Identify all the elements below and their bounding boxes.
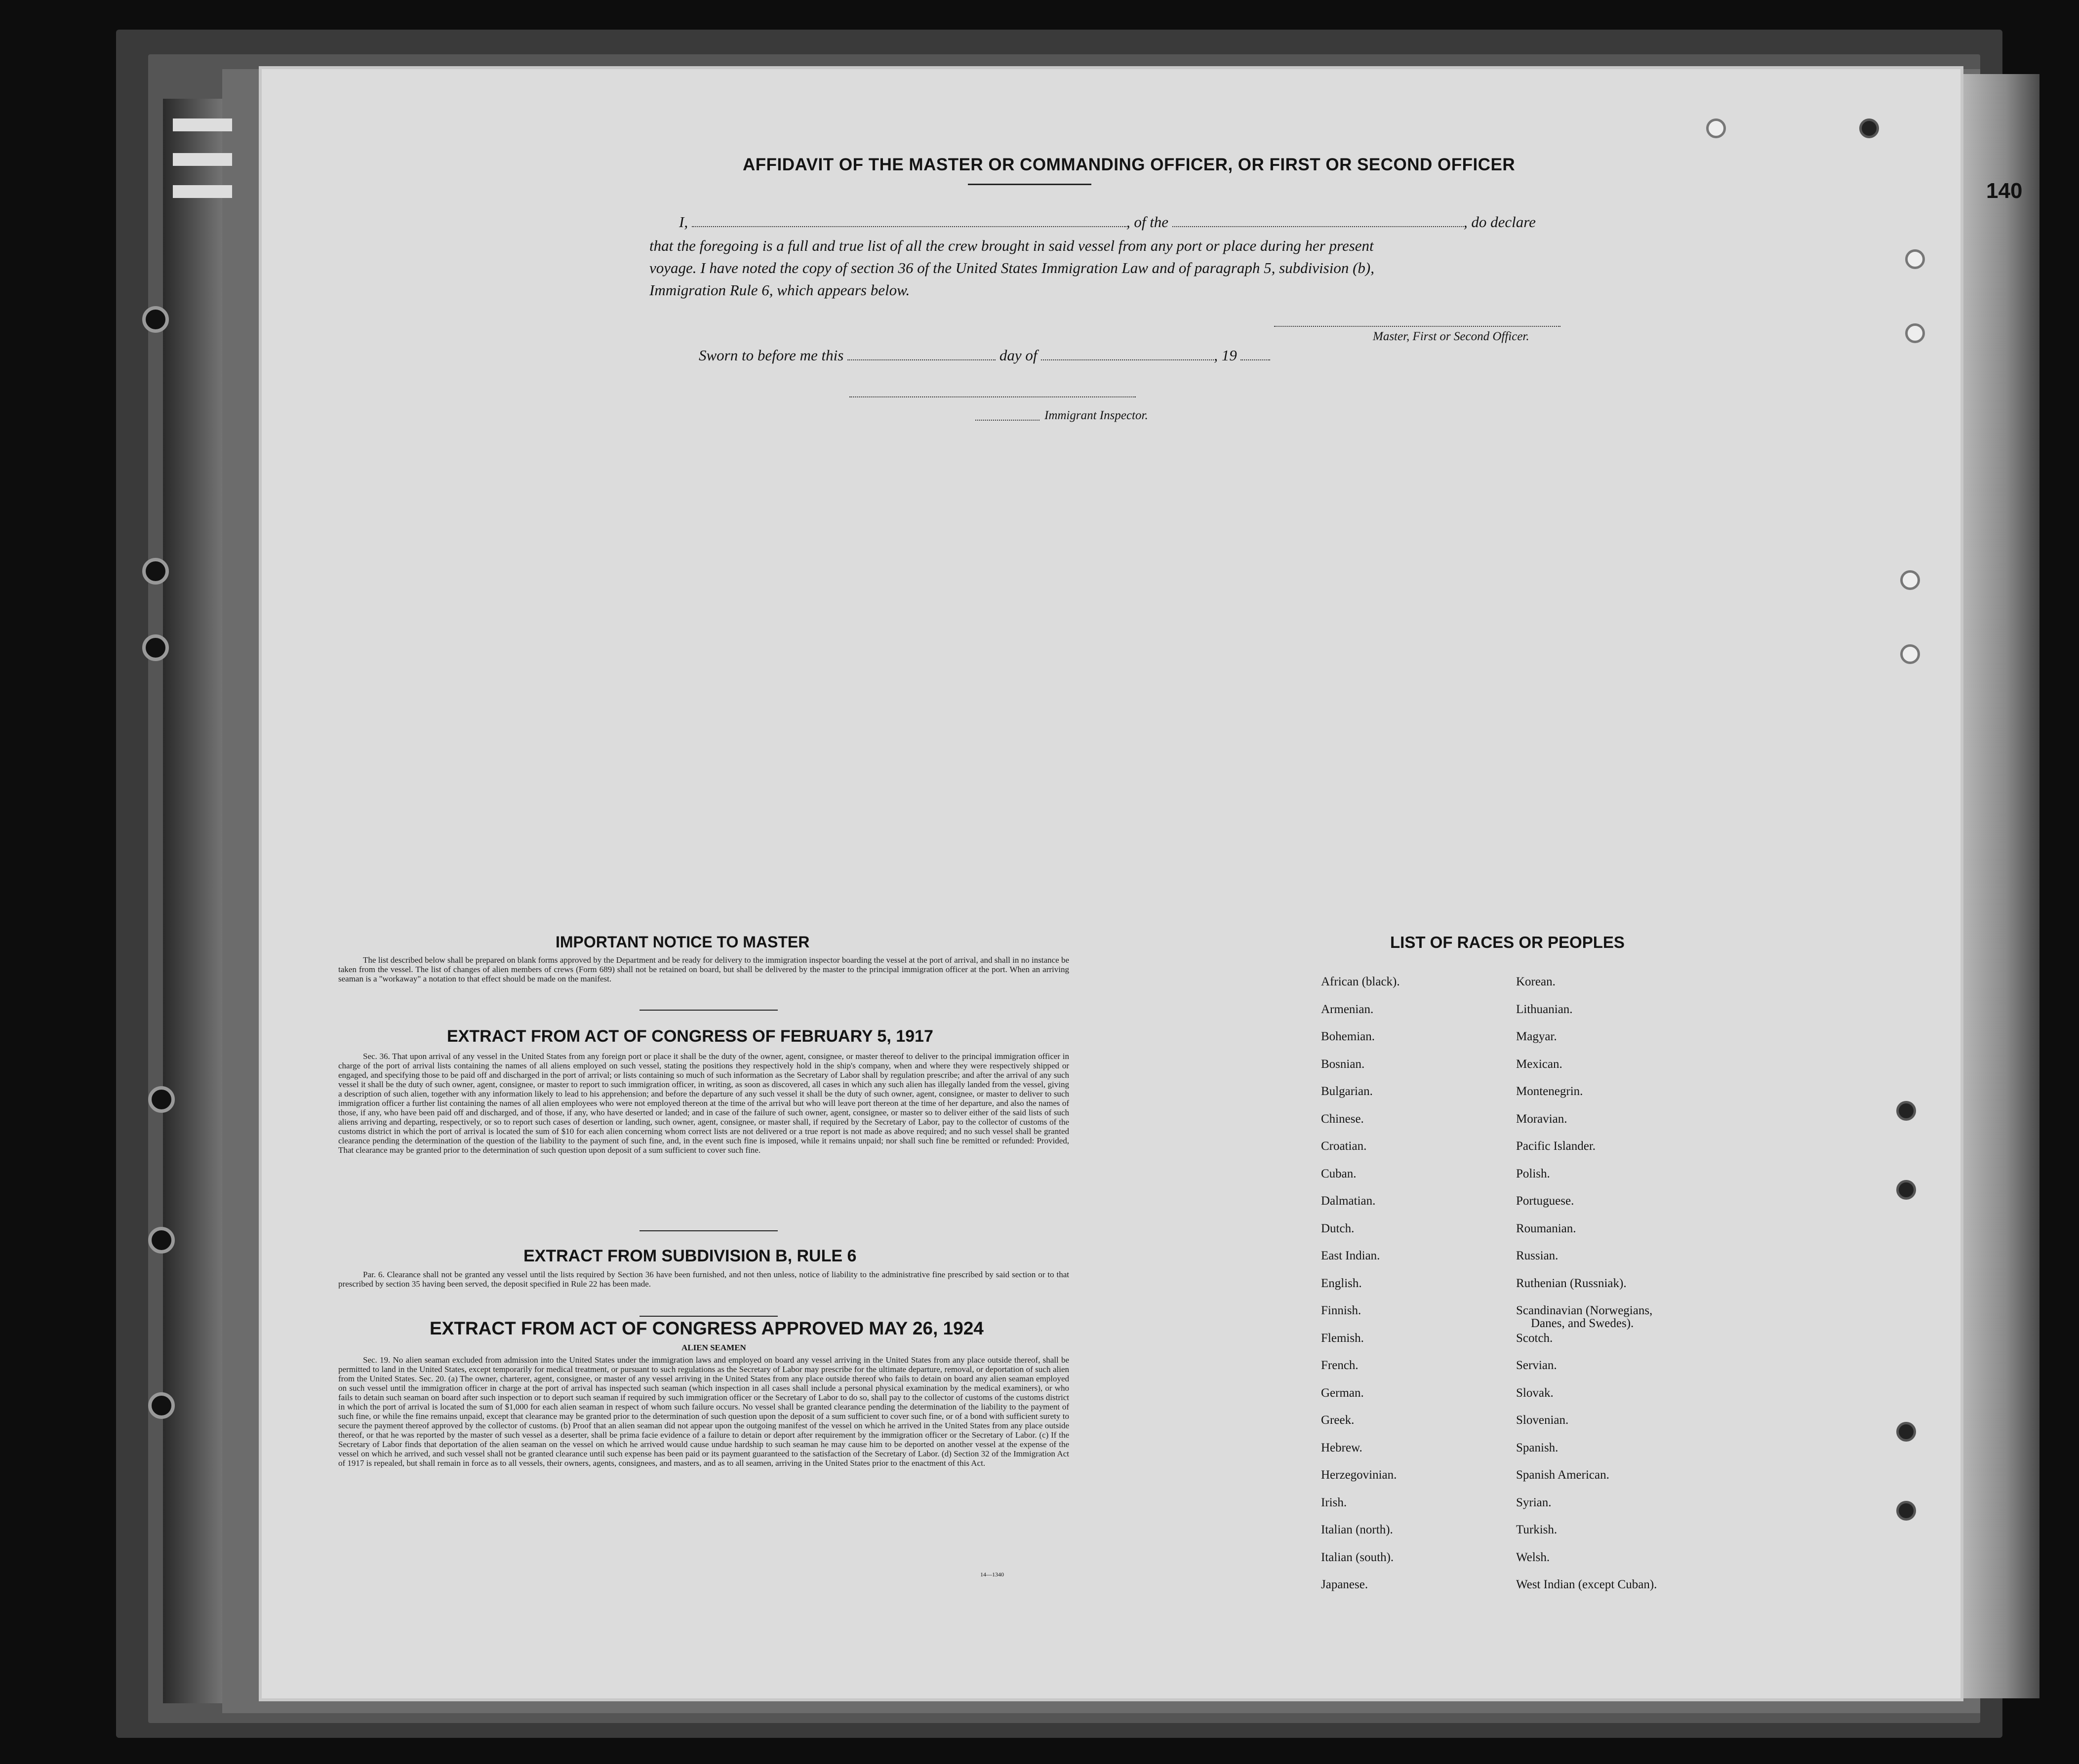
punch-hole-icon	[1900, 644, 1920, 664]
race-item: Dutch.	[1321, 1221, 1355, 1235]
extract-1924-title: EXTRACT FROM ACT OF CONGRESS APPROVED MAY 26, 1924	[430, 1318, 984, 1338]
side-label-strip	[173, 118, 232, 131]
declaration-line-2: that the foregoing is a full and true list of all the crew brought in said vessel from any port or place during her present	[649, 237, 1374, 254]
race-item: Servian.	[1516, 1359, 1557, 1372]
extract-1924-subtitle: ALIEN SEAMEN	[681, 1343, 746, 1352]
sworn-day-of: day of	[999, 347, 1038, 364]
race-item: Lithuanian.	[1516, 1002, 1573, 1016]
sworn-year-prefix: , 19	[1214, 347, 1237, 364]
declaration-do-declare: , do declare	[1463, 213, 1536, 231]
race-item: Portuguese.	[1516, 1194, 1574, 1208]
race-item: Spanish.	[1516, 1441, 1559, 1454]
race-item: Finnish.	[1321, 1304, 1361, 1317]
race-item: Bosnian.	[1321, 1057, 1365, 1071]
declaration-of-the: , of the	[1126, 213, 1169, 231]
sworn-day-field[interactable]	[847, 359, 996, 360]
master-signature-line[interactable]	[1274, 326, 1560, 327]
race-item: English.	[1321, 1276, 1362, 1290]
extract-rule6-body: Par. 6. Clearance shall not be granted any vessel until the lists required by Section 36 have been furnished, and not then unless, notice of liability to the administrative fine prescribed by said section or to that prescribed by section 35 having been served, the deposit specified in Rule 22 has been made.	[338, 1270, 1069, 1289]
punch-hole-icon	[1896, 1101, 1916, 1121]
race-item: Italian (south).	[1321, 1550, 1394, 1564]
race-item: Bulgarian.	[1321, 1085, 1373, 1098]
manifest-page	[262, 69, 1960, 1698]
section-divider	[640, 1010, 778, 1011]
punch-hole-icon	[1900, 570, 1920, 590]
binder-hole-icon	[142, 558, 169, 585]
race-item: French.	[1321, 1359, 1359, 1372]
section-divider	[640, 1230, 778, 1231]
declaration-line-3: voyage. I have noted the copy of section 36 of the United States Immigration Law and of paragraph 5, subdivision (b),	[649, 259, 1374, 276]
race-item: Welsh.	[1516, 1550, 1550, 1564]
race-item: African (black).	[1321, 975, 1400, 988]
race-item: Ruthenian (Russniak).	[1516, 1276, 1627, 1290]
extract-rule6-title: EXTRACT FROM SUBDIVISION B, RULE 6	[523, 1247, 857, 1265]
declaration-line-1	[679, 213, 1536, 231]
race-item: Scotch.	[1516, 1331, 1553, 1345]
declaration-i: I,	[679, 213, 688, 231]
page-number: 140	[1986, 179, 2023, 203]
punch-hole-icon	[1896, 1501, 1916, 1521]
race-item: Hebrew.	[1321, 1441, 1362, 1454]
extract-1917-title: EXTRACT FROM ACT OF CONGRESS OF FEBRUARY 5, 1917	[447, 1027, 933, 1046]
race-item: Bohemian.	[1321, 1030, 1375, 1043]
extract-1924-body: Sec. 19. No alien seaman excluded from admission into the United States under the immigration laws and employed on board any vessel arriving in the United States from any place outside thereof, shall be permitted to land in the United States, except temporarily for medical treatment, or pursuant to such regulations as the Secretary of Labor may prescribe for the ultimate departure, removal, or deportation of such alien from the United States. Sec. 20. (a) The owner, charterer, agent, consignee, or master of any vessel arriving in the United States from any place outside thereof who fails to detain on board any alien seaman employed on such vessel until the immigration officer in charge at the port of arrival has inspected such seaman (which inspection in all cases shall include a personal physical examination by the medical examiners), or who fails to detain such seaman on board after such inspection or to deport such seaman if required by such immigration officer or the Secretary of Labor to do so, shall pay to the collector of customs of the customs district in which the port of arrival is located the sum of $1,000 for each alien seaman in respect of whom such failure occurs. No vessel shall be granted clearance pending the determination of the liability to the payment of such fine, or while the fine remains unpaid, except that clearance may be granted prior to the determination of such question upon the deposit of a sum sufficient to cover such fine, or of a bond with sufficient surety to secure the payment thereof approved by the collector of customs. (b) Proof that an alien seaman did not appear upon the outgoing manifest of the vessel on which he arrived in the United States from any place outside thereof, or that he was reported by the master of such vessel as a deserter, shall be prima facie evidence of a failure to detain or deport after requirement by the immigration officer or the Secretary of Labor. (c) If the Secretary of Labor finds that deportation of the alien seaman on the vessel on which he arrived would cause undue hardship to such seaman he may cause him to be deported on another vessel at the expense of the vessel on which he arrived, and such vessel shall not be granted clearance until such expense has been paid or its payment guaranteed to the satisfaction of the Secretary of Labor. (d) Section 32 of the Immigration Act of 1917 is repealed, but shall remain in force as to all vessels, their owners, agents, consignees, and masters, and as to all seamen, arriving in the United States prior to the enactment of this Act.	[338, 1355, 1069, 1468]
race-item: Herzegovinian.	[1321, 1468, 1397, 1482]
notice-body: The list described below shall be prepared on blank forms approved by the Department and be ready for delivery to the immigration inspector boarding the vessel at the port of arrival, and shall in no instance be taken from the vessel. The list of changes of alien members of crews (Form 689) shall not be retained on board, but shall be delivered by the master to the principal immigration officer at the port. When an arriving seaman is a "workaway" a notation to that effect should be made on the manifest.	[338, 955, 1069, 983]
title-underline	[968, 184, 1091, 185]
race-item: Croatian.	[1321, 1139, 1367, 1153]
race-item: Russian.	[1516, 1249, 1559, 1262]
sworn-text: Sworn to before me this	[699, 347, 844, 364]
punch-hole-icon	[1896, 1180, 1916, 1200]
binder-hole-icon	[148, 1086, 175, 1113]
race-item: Montenegrin.	[1516, 1085, 1583, 1098]
affidavit-title: AFFIDAVIT OF THE MASTER OR COMMANDING OFFICER, OR FIRST OR SECOND OFFICER	[743, 155, 1516, 174]
form-code: 14—1340	[980, 1571, 1004, 1578]
race-item: Chinese.	[1321, 1112, 1364, 1126]
section-divider	[640, 1316, 778, 1317]
race-item: Mexican.	[1516, 1057, 1562, 1071]
inspector-short-line	[975, 420, 1040, 421]
punch-hole-icon	[1706, 118, 1726, 138]
sworn-line	[699, 347, 1270, 364]
punch-hole-icon	[1896, 1422, 1916, 1442]
race-item: Slovenian.	[1516, 1413, 1569, 1427]
race-item: Syrian.	[1516, 1495, 1552, 1509]
race-item: Dalmatian.	[1321, 1194, 1376, 1208]
race-item: German.	[1321, 1386, 1364, 1400]
punch-hole-icon	[1859, 118, 1879, 138]
vessel-name-field[interactable]	[1172, 226, 1464, 227]
race-item: Magyar.	[1516, 1030, 1557, 1043]
race-item: Japanese.	[1321, 1578, 1368, 1591]
race-item: Turkish.	[1516, 1523, 1558, 1536]
race-item: Scandinavian (Norwegians,	[1516, 1304, 1653, 1317]
extract-1917-body: Sec. 36. That upon arrival of any vessel in the United States from any foreign port or place it shall be the duty of the owner, agent, consignee, or master thereof to deliver to the principal immigration officer in charge of the port of arrival lists containing the names of all aliens employed on such vessel, stating the positions they respectively hold in the ship's company, when and where they were respectively shipped or engaged, and specifying those to be paid off and discharged in the port of arrival; or lists containing so much of such information as the Secretary of Labor shall by regulation prescribe; and after the arrival of any such vessel it shall be the duty of such owner, agent, consignee, or master to report to such immigration officer, in writing, as soon as discovered, all cases in which any such alien has illegally landed from the vessel, giving a description of such alien, together with any information likely to lead to his apprehension; and before the departure of any such vessel it shall be the duty of such owner, agent, consignee, or master to deliver to such immigration officer a further list containing the names of all alien employees who were not employed thereon at the time of the arrival but who will leave port thereon at the time of her departure, and also the names of those, if any, who have been paid off and discharged, and of those, if any, who have deserted or landed; and in case of the failure of such owner, agent, consignee, or master so to deliver either of the said lists of such aliens arriving and departing, respectively, or so to report such cases of desertion or landing, such owner, agent, consignee, or master shall, if required by the Secretary of Labor, pay to the collector of customs of the customs district in which the port of arrival is located the sum of $10 for each alien concerning whom correct lists are not delivered or a true report is not made as above required; and no such vessel shall be granted clearance pending the determination of the question of the liability to the payment of such fine, and, in the event such fine is imposed, while it remains unpaid; nor shall such fine be remitted or refunded: Provided, That clearance may be granted prior to the determination of such question upon deposit of a sum sufficient to cover such fine.	[338, 1052, 1069, 1155]
race-item: Cuban.	[1321, 1167, 1357, 1180]
race-item: Polish.	[1516, 1167, 1550, 1180]
inspector-label: Immigrant Inspector.	[1044, 409, 1148, 422]
side-label-strip	[173, 185, 232, 198]
side-label-strip	[173, 153, 232, 166]
race-item: Spanish American.	[1516, 1468, 1609, 1482]
race-item: Slovak.	[1516, 1386, 1554, 1400]
master-signature-label: Master, First or Second Officer.	[1373, 330, 1529, 343]
sworn-month-field[interactable]	[1041, 359, 1214, 360]
binder-hole-icon	[148, 1227, 175, 1254]
binder-hole-icon	[142, 306, 169, 333]
master-name-field[interactable]	[692, 226, 1126, 227]
punch-hole-icon	[1905, 323, 1925, 343]
binder-hole-icon	[148, 1392, 175, 1419]
race-item: Armenian.	[1321, 1002, 1374, 1016]
race-item: Roumanian.	[1516, 1221, 1576, 1235]
race-item: Danes, and Swedes).	[1531, 1317, 1634, 1330]
right-page-stack-edge	[1956, 74, 2039, 1698]
race-item: Italian (north).	[1321, 1523, 1393, 1536]
race-item: East Indian.	[1321, 1249, 1380, 1262]
race-item: West Indian (except Cuban).	[1516, 1578, 1657, 1591]
inspector-signature-line[interactable]	[849, 396, 1136, 397]
race-item: Moravian.	[1516, 1112, 1567, 1126]
races-title: LIST OF RACES OR PEOPLES	[1390, 933, 1625, 951]
race-item: Korean.	[1516, 975, 1556, 988]
race-item: Greek.	[1321, 1413, 1355, 1427]
sworn-year-field[interactable]	[1240, 359, 1270, 360]
race-item: Flemish.	[1321, 1331, 1364, 1345]
race-item: Pacific Islander.	[1516, 1139, 1596, 1153]
binder-hole-icon	[142, 634, 169, 661]
punch-hole-icon	[1905, 249, 1925, 269]
race-item: Irish.	[1321, 1495, 1347, 1509]
declaration-line-4: Immigration Rule 6, which appears below.	[649, 281, 910, 299]
notice-title: IMPORTANT NOTICE TO MASTER	[556, 933, 810, 951]
